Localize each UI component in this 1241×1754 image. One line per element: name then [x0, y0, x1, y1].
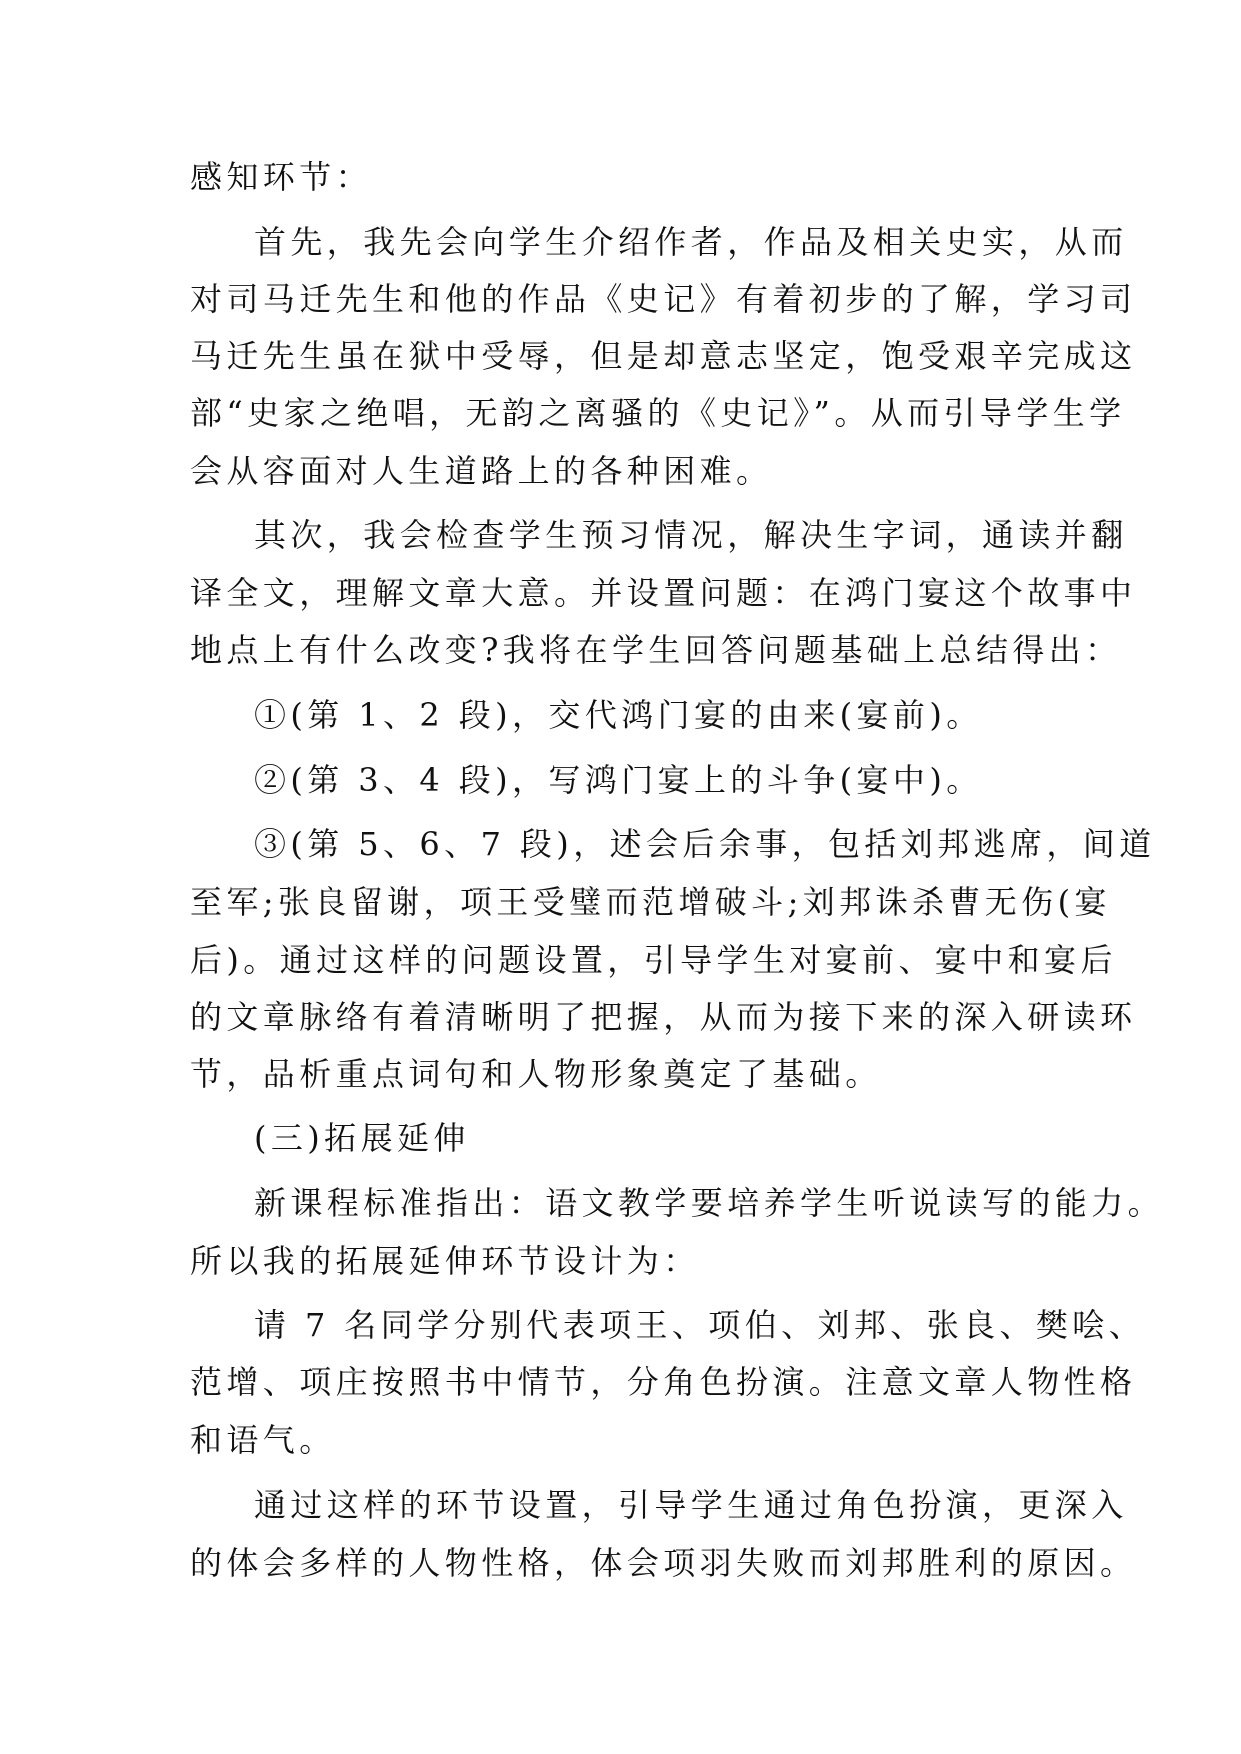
text-line: ①(第 1、2 段)，交代鸿门宴的由来(宴前)。 [254, 696, 983, 734]
text-line: 范增、项庄按照书中情节，分角色扮演。注意文章人物性格 [190, 1363, 1137, 1401]
text-line: 会从容面对人生道路上的各种困难。 [190, 452, 773, 490]
text-line: 新课程标准指出：语文教学要培养学生听说读写的能力。 [254, 1184, 1165, 1222]
text-line: 的文章脉络有着清晰明了把握，从而为接下来的深入研读环 [190, 998, 1137, 1036]
text-line: 请 7 名同学分别代表项王、项伯、刘邦、张良、樊哙、 [254, 1306, 1146, 1344]
text-line: 部“史家之绝唱，无韵之离骚的《史记》”。从而引导学生学 [190, 394, 1126, 432]
text-line: ③(第 5、6、7 段)，述会后余事，包括刘邦逃席，间道 [254, 825, 1156, 863]
section-heading: (三)拓展延伸 [254, 1119, 470, 1157]
text-line: 后)。通过这样的问题设置，引导学生对宴前、宴中和宴后 [190, 941, 1117, 979]
text-line: 通过这样的环节设置，引导学生通过角色扮演，更深入 [254, 1486, 1128, 1524]
text-line: 所以我的拓展延伸环节设计为： [190, 1242, 700, 1280]
text-line: 感知环节： [190, 158, 373, 196]
text-line: 其次，我会检查学生预习情况，解决生字词，通读并翻 [254, 516, 1128, 554]
text-line: 地点上有什么改变?我将在学生回答问题基础上总结得出： [190, 631, 1122, 669]
text-line: 对司马迁先生和他的作品《史记》有着初步的了解，学习司 [190, 280, 1137, 318]
text-line: ②(第 3、4 段)，写鸿门宴上的斗争(宴中)。 [254, 761, 983, 799]
text-line: 马迁先生虽在狱中受辱，但是却意志坚定，饱受艰辛完成这 [190, 337, 1137, 375]
text-line: 首先，我先会向学生介绍作者，作品及相关史实，从而 [254, 223, 1128, 261]
text-line: 和语气。 [190, 1421, 336, 1459]
text-line: 至军;张良留谢，项王受璧而范增破斗;刘邦诛杀曹无伤(宴 [190, 883, 1111, 921]
text-line: 节，品析重点词句和人物形象奠定了基础。 [190, 1055, 882, 1093]
text-line: 译全文，理解文章大意。并设置问题：在鸿门宴这个故事中 [190, 574, 1137, 612]
text-line: 的体会多样的人物性格，体会项羽失败而刘邦胜利的原因。 [190, 1544, 1137, 1582]
